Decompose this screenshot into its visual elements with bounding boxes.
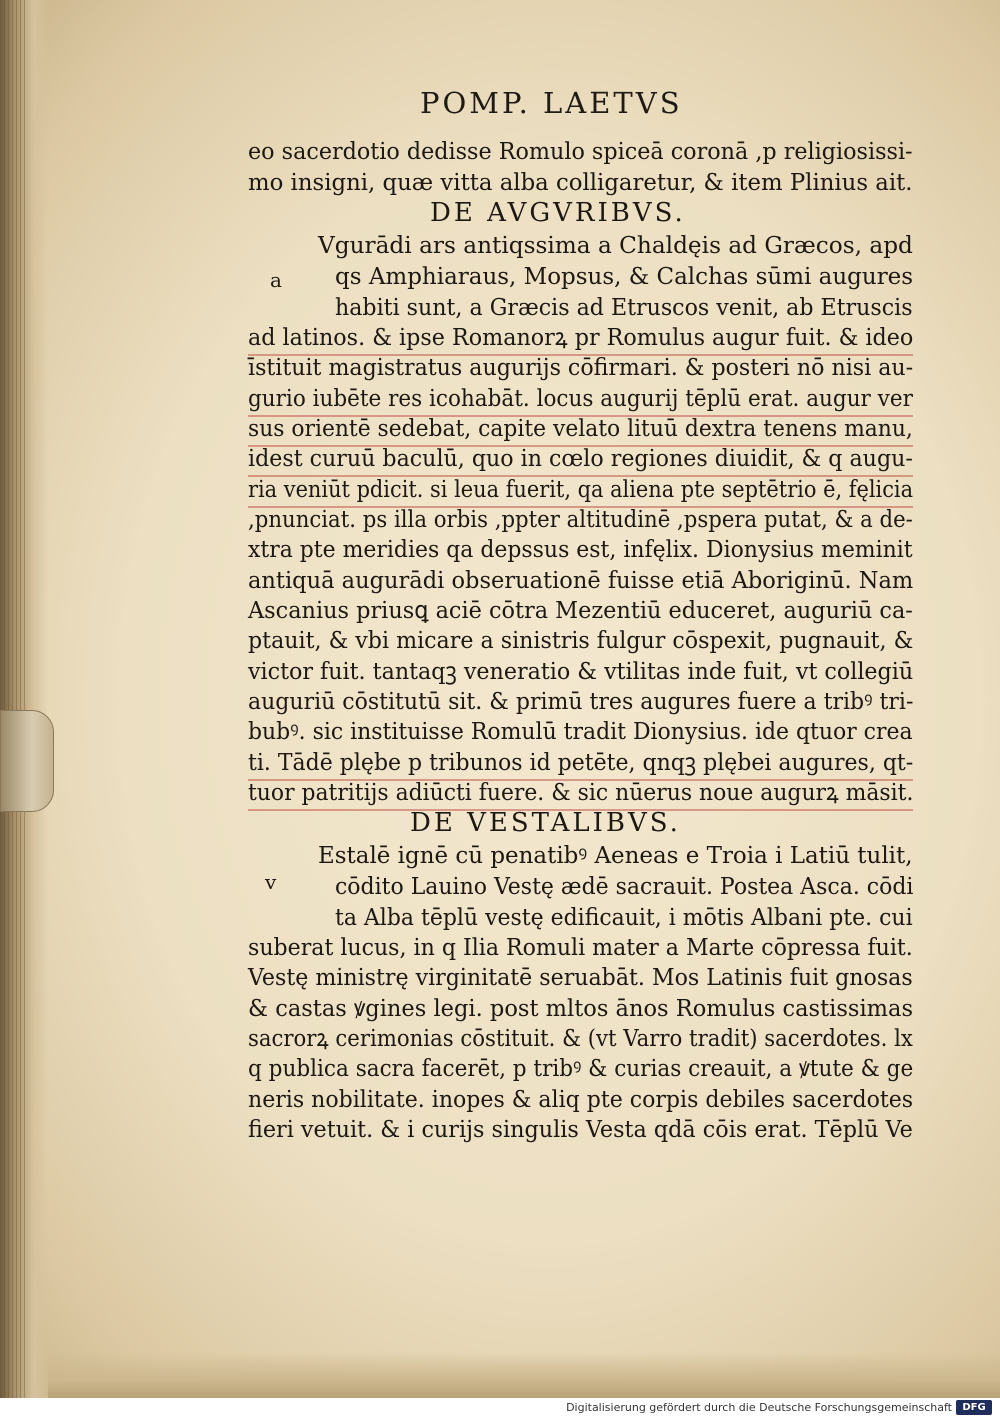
text-line: mo insigni, quæ vitta alba colligaretur, & item Plinius ait. xyxy=(248,168,913,196)
text-line: neris nobilitate. inopes & aliq pte corpis debiles sacerdotes xyxy=(248,1085,914,1113)
text-line: tuor patritijs adiūcti fuere. & sic nūerus noue augurꝝ māsit. xyxy=(248,777,913,811)
text-line: idest curuū baculū, quo in cœlo regiones diuidit, & q augu‑ xyxy=(248,443,913,477)
text-line: gurio iubēte res icohabāt. locus augurij tēplū erat. augur ver xyxy=(248,383,913,417)
text-line: ria veniūt pdicit. si leua fuerit, qa aliena pte septētrio ē, fęlicia xyxy=(248,474,913,508)
text-line: ptauit, & vbi micare a sinistris fulgur cōspexit, pugnauit, & xyxy=(248,626,914,654)
text-line: fieri vetuit. & i curijs singulis Vesta qdā cōis erat. Tēplū Ve xyxy=(248,1115,913,1143)
text-line: habiti sunt, a Græcis ad Etruscos venit, ab Etruscis xyxy=(335,293,913,321)
text-line: qs Amphiaraus, Mopsus, & Calchas sūmi augures xyxy=(335,262,914,290)
text-line: Ascanius priusꝗ aciē cōtra Mezentiū educeret, auguriū ca‑ xyxy=(248,596,913,624)
page-edges xyxy=(4,0,26,1398)
text-line: victor fuit. tantaqꝫ veneratio & vtilitas inde fuit, vt collegiū xyxy=(248,657,914,685)
text-line: ,pnunciat. ps illa orbis ,ppter altitudinē ,pspera putat, & a de‑ xyxy=(248,505,913,533)
text-line: xtra pte meridies qa depssus est, infęlix. Dionysius meminit xyxy=(248,535,913,563)
footer-bar xyxy=(0,1398,1000,1418)
section-heading: DE VESTALIBVS. xyxy=(410,808,681,838)
dfg-logo: DFG xyxy=(956,1400,992,1415)
text-line: q publica sacra facerēt, p tribꝰ & curias creauit, a ꝟtute & ge xyxy=(248,1054,914,1082)
section-heading: DE AVGVRIBVS. xyxy=(430,198,686,228)
text-line: ad latinos. & ipse Romanorꝝ pr Romulus augur fuit. & ideo xyxy=(248,322,913,356)
marginal-letter: v xyxy=(265,870,277,894)
text-line: Vgurādi ars antiqssima a Chaldęis ad Græcos, apd xyxy=(318,231,913,259)
text-line: antiquā augurādi obseruationē fuisse etiā Aboriginū. Nam xyxy=(248,566,914,594)
text-line: bubꝰ. sic instituisse Romulū tradit Dionysius. ide qtuor crea xyxy=(248,717,913,745)
text-line: auguriū cōstitutū sit. & primū tres augures fuere a tribꝰ tri‑ xyxy=(248,687,914,715)
book-clasp xyxy=(0,710,54,812)
running-header: POMP. LAETVS xyxy=(420,86,683,120)
text-line: suberat lucus, in q Ilia Romuli mater a Marte cōpressa fuit. xyxy=(248,933,913,961)
text-line: Vestę ministrę virginitatē seruabāt. Mos Latinis fuit gnosas xyxy=(248,963,913,991)
text-line: Estalē ignē cū penatibꝰ Aeneas e Troia i Latiū tulit, xyxy=(318,841,913,869)
text-line: & castas ꝟgines legi. post mltos ānos Romulus castissimas xyxy=(248,994,914,1022)
digitization-credit: Digitalisierung gefördert durch die Deutsche Forschungsgemeinschaft xyxy=(566,1401,952,1414)
text-line: ti. Tādē plębe p tribunos id petēte, qnqꝫ plębei augures, qt‑ xyxy=(248,747,913,781)
text-line: sacrorꝝ cerimonias cōstituit. & (vt Varro tradit) sacerdotes. lx xyxy=(248,1024,913,1052)
text-line: eo sacerdotio dedisse Romulo spiceā coronā ,p religiosissi‑ xyxy=(248,137,913,165)
text-line: sus orientē sedebat, capite velato lituū dextra tenens manu, xyxy=(248,413,913,447)
page-bottom-edge xyxy=(48,1352,1000,1398)
marginal-letter: a xyxy=(270,268,282,292)
text-line: īstituit magistratus augurijs cōfirmari. & posteri nō nisi au‑ xyxy=(248,353,914,381)
text-line: cōdito Lauino Vestę ædē sacrauit. Postea Asca. cōdi xyxy=(335,872,914,900)
text-line: ta Alba tēplū vestę edificauit, i mōtis Albani pte. cui xyxy=(335,903,913,931)
